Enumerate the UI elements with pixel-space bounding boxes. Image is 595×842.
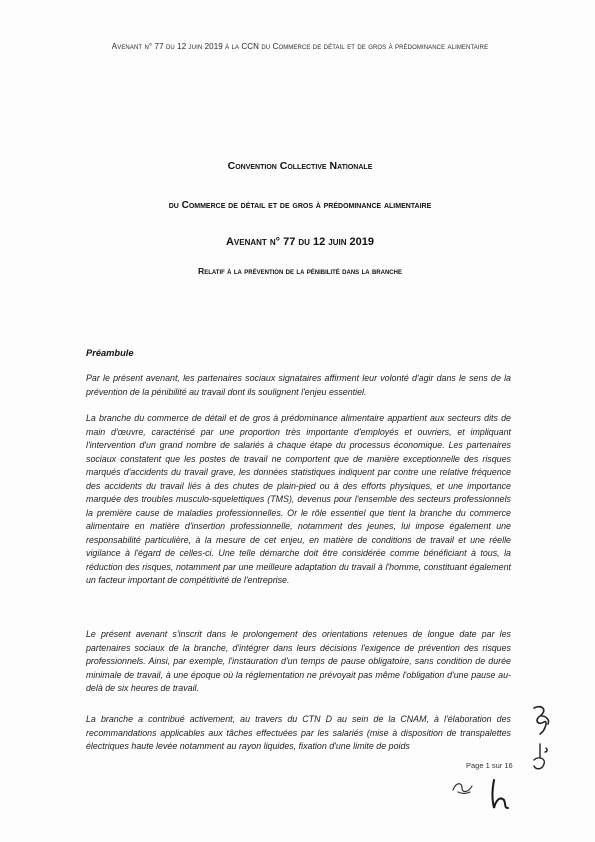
preamble-paragraph: La branche du commerce de détail et de gros à prédominance alimentaire appartient aux secteurs dits de main d'œuvre, caractérisé par une proportion très importante d'employés et ouvriers, et impliquant l'intervention d'un grand nombre de salariés à chaque étape du processus économique. Les partenaires sociaux constatent que les postes de travail ne comportent que de manière exceptionnelle des risques marqués d'accidents du travail grave, les données statistiques indiquent par contre une relative fréquence des accidents du travail liés à des chutes de plain-pied ou à des efforts physiques, et une importance marquée des troubles musculo-squelettiques (TMS), devenus pour l'ensemble des secteurs professionnels la première cause de maladies professionnelles. Or le rôle essentiel que tient la branche du commerce alimentaire en matière d'insertion professionnelle, notamment des jeunes, lui impose également une responsabilité particulière, à la mesure de cet enjeu, en matière de conditions de travail et une réelle vigilance à l'égard de celles-ci. Une telle démarche doit être considérée comme bénéficiant à tous, la réduction des risques, notamment par une meilleure adaptation du travail à l'homme, constituant également un facteur important de compétitivité de l'entreprise. (86, 413, 511, 585)
amendment-subject: Relatif à la prévention de la pénibilité dans la branche (198, 266, 402, 276)
initials-mark (486, 776, 512, 812)
amendment-title: Avenant n° 77 du 12 juin 2019 (225, 236, 375, 248)
initials-mark (528, 740, 552, 774)
initials-mark (450, 778, 476, 796)
initials-mark (528, 702, 554, 738)
preamble-paragraph: Le présent avenant s'inscrit dans le prolongement des orientations retenues de longue date par les partenaires sociaux de la branche, d'intégrer dans leurs décisions l'exigence de prévention des risques professionnels. Ainsi, par exemple, l'instauration d'un temps de pause obligatoire, sans condition de durée minimale de travail, à une époque où la réglementation ne prévoyait pas même l'obligation d'une pause au-delà de six heures de travail. (86, 629, 511, 693)
preamble-heading: Préambule (86, 348, 134, 358)
running-header: Avenant n° 77 du 12 juin 2019 à la CCN du Commerce de détail et de gros à prédominance alimentaire (111, 42, 489, 51)
convention-subtitle: du Commerce de détail et de gros à prédominance alimentaire (168, 200, 432, 211)
preamble-paragraph: La branche a contribué activement, au travers du CTN D au sein de la CNAM, à l'élaboration des recommandations applicables aux tâches effectuées par les salariés (mise à disposition de transpalettes électriques haute levée notamment au rayon liquides, fixation d'une limite de poids (86, 714, 511, 751)
page-number: Page 1 sur 16 (466, 761, 513, 770)
preamble-paragraph: Par le présent avenant, les partenaires sociaux signataires affirment leur volonté d'agir dans le sens de la prévention de la pénibilité au travail dont ils soulignent l'enjeu essentiel. (86, 373, 511, 397)
convention-title: Convention Collective Nationale (227, 160, 373, 172)
